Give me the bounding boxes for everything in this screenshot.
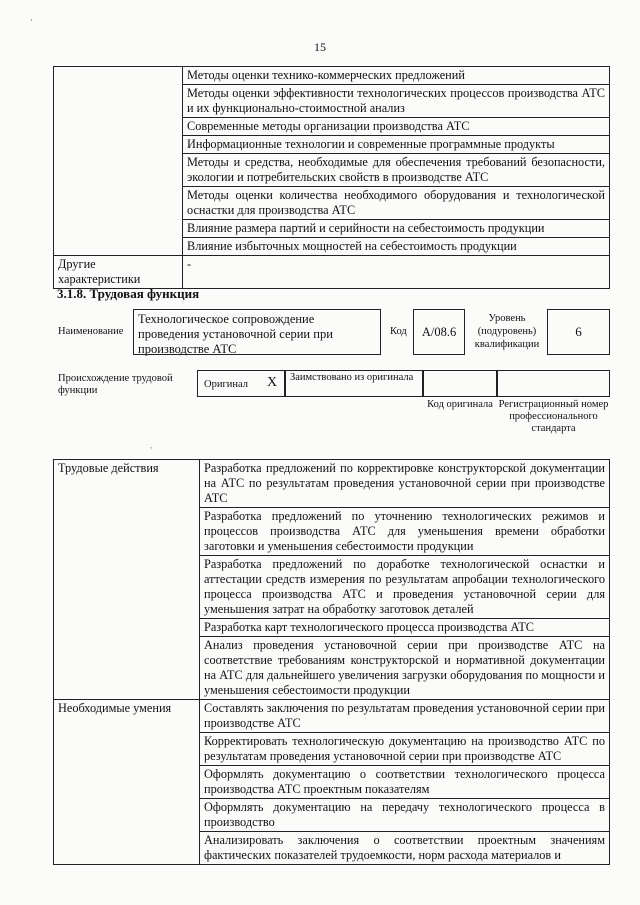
function-name: Технологическое сопровождение проведения установочной серии при производстве АТС [133,309,381,355]
skill-item: Оформлять документацию на передачу технологического процесса в производство [200,799,610,832]
skill-item: Корректировать технологическую документацию на производство АТС по результатам проведения установочной серии при производстве АТС [200,733,610,766]
table-row [54,460,610,508]
origin-label: Происхождение трудовой функции [58,373,173,396]
labor-action-item: Разработка предложений по корректировке конструкторской документации на АТС по результатам проведения установочной серии при производстве АТС [200,460,610,508]
labor-function-table [53,459,610,865]
scan-mark: , [150,440,153,450]
registration-number-cell [497,370,610,397]
original-label: Оригинал [204,379,248,390]
skill-item: Оформлять документацию о соответствии технологического процесса производства АТС проектным показателям [200,766,610,799]
required-skills-label: Необходимые умения [54,700,200,865]
labor-action-item: Разработка предложений по доработке технологической оснастки и аттестации средств измерения по результатам апробации технологического процесса производства АТС и проведения установочной серии для уменьшения затрат на обработку заготовок деталей [200,556,610,619]
skill-item: Составлять заключения по результатам проведения установочной серии при производстве АТС [200,700,610,733]
original-code-cell [423,370,497,397]
original-code-caption: Код оригинала [427,399,493,410]
table-row [54,67,610,85]
page-number: 15 [314,40,326,54]
registration-number-caption: Регистрационный номер профессионального стандарта [498,399,609,434]
knowledge-item: Влияние размера партий и серийности на себестоимость продукции [183,220,610,238]
scan-speck: · [30,16,33,25]
table-row [54,700,610,733]
code-label: Код [390,326,407,337]
function-code: А/08.6 [413,309,465,355]
empty-label-cell [54,67,183,256]
level-label: Уровень (подуровень) квалификации [474,313,540,350]
other-characteristics-label: Другие характеристики [54,256,183,289]
knowledge-item: Влияние избыточных мощностей на себестоимость продукции [183,238,610,256]
qualification-level: 6 [547,309,610,355]
labor-action-item: Разработка карт технологического процесса производства АТС [200,619,610,637]
table-row [54,256,610,289]
section-title: 3.1.8. Трудовая функция [57,286,200,301]
knowledge-item: Методы оценки эффективности технологических процессов производства АТС и их функционально-стоимостной анализ [183,85,610,118]
knowledge-table [53,66,610,289]
knowledge-item: Методы оценки технико-коммерческих предложений [183,67,610,85]
other-characteristics-value: - [183,256,610,289]
original-mark: X [267,375,278,390]
knowledge-item: Информационные технологии и современные программные продукты [183,136,610,154]
skill-item: Анализировать заключения о соответствии проектным значениям фактических показателей трудоемкости, норм расхода материалов и [200,832,610,865]
borrowed-cell: Заимствовано из оригинала [285,370,423,397]
knowledge-item: Методы оценки количества необходимого оборудования и технологической оснастки для производства АТС [183,187,610,220]
knowledge-item: Современные методы организации производства АТС [183,118,610,136]
labor-action-item: Разработка предложений по уточнению технологических режимов и процессов производства АТС для уменьшения времени обработки заготовки и уменьшения себестоимости продукции [200,508,610,556]
labor-action-item: Анализ проведения установочной серии при производстве АТС на соответствие требованиям конструкторской и нормативной документации на АТС для дальнейшего увеличения загрузки оборудования по мощности и уменьшения себестоимости продукции [200,637,610,700]
labor-actions-label: Трудовые действия [54,460,200,700]
knowledge-item: Методы и средства, необходимые для обеспечения требований безопасности, экологии и потребительских свойств в производстве АТС [183,154,610,187]
original-cell [197,370,285,397]
name-label: Наименование [58,326,124,337]
